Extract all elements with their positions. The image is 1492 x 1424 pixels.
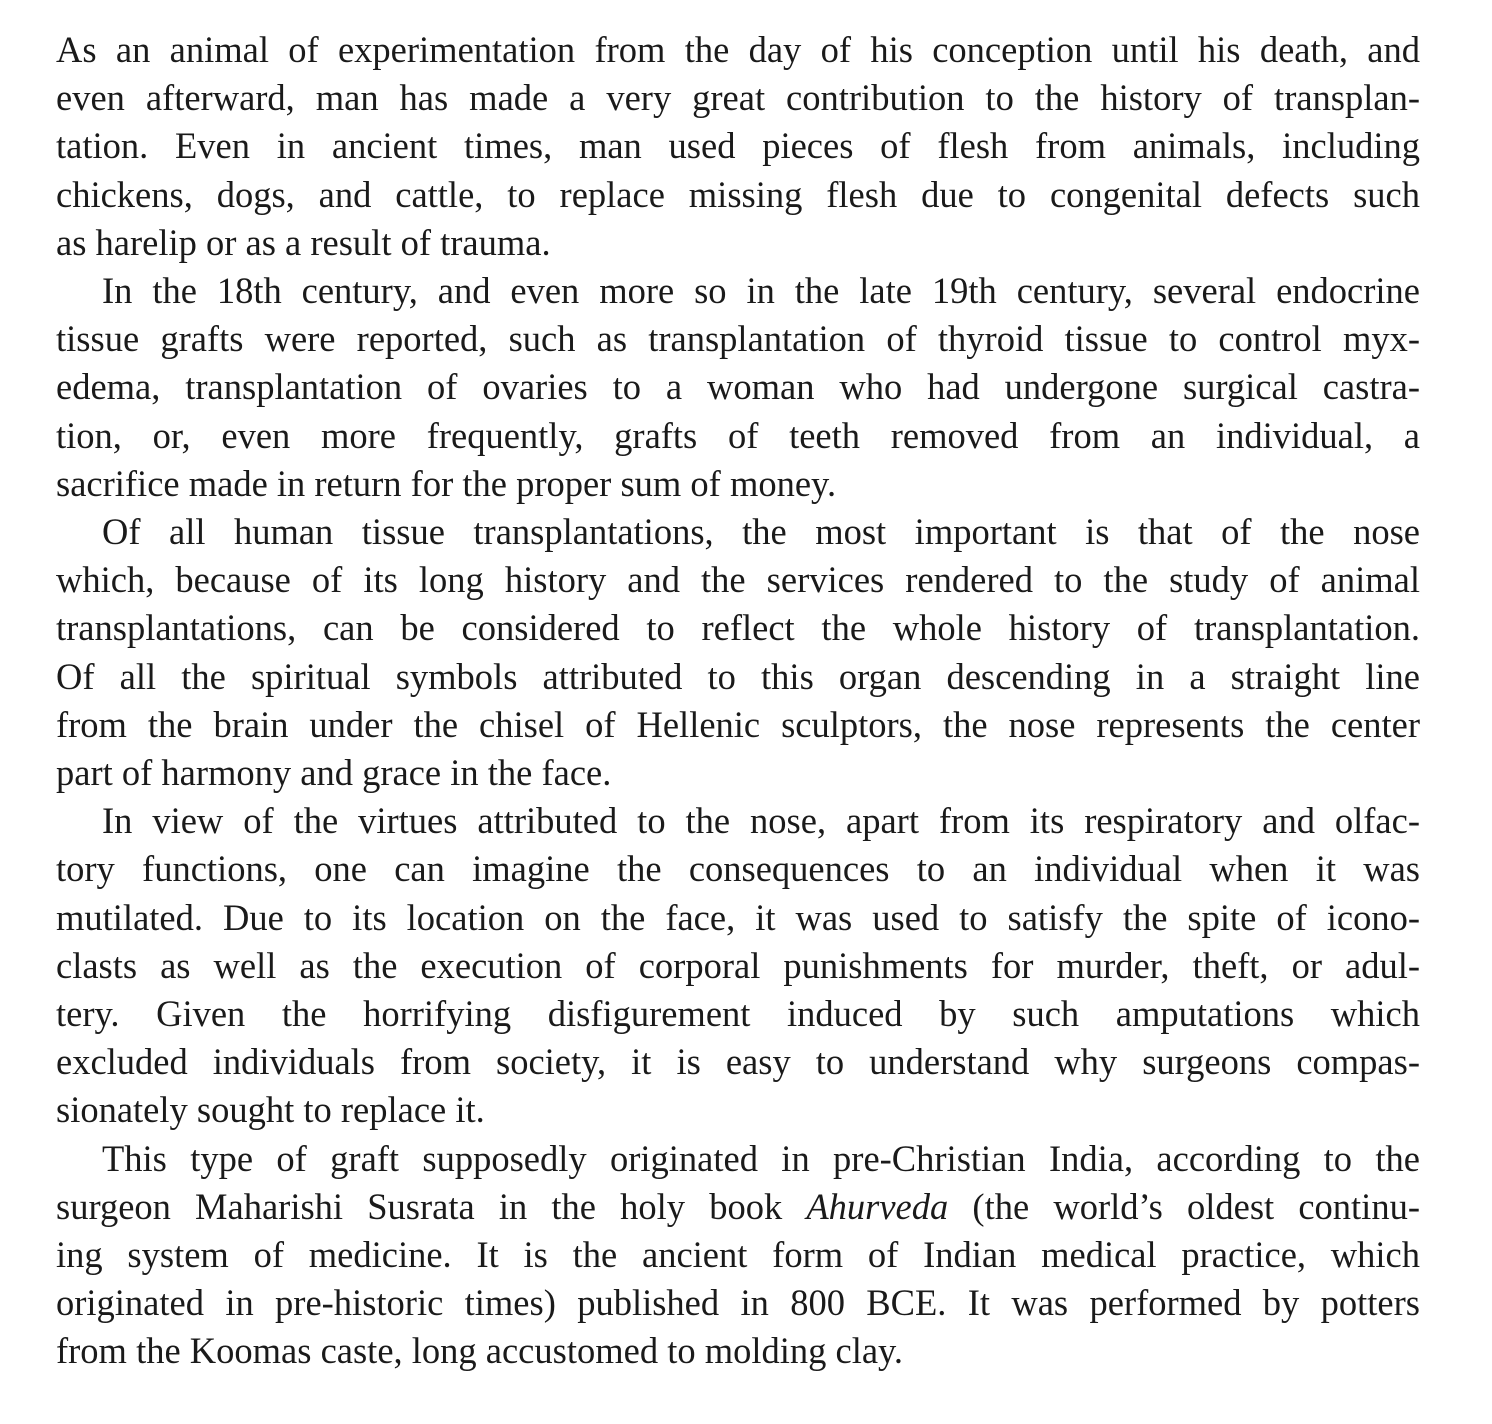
- text-line: In the 18th century, and even more so in the late 19th century, several endocrine: [102, 270, 1420, 312]
- text-line: As an animal of experimentation from the day of his conception until his death, and: [56, 29, 1420, 70]
- text-line: part of harmony and grace in the face.: [56, 752, 612, 794]
- text-run: (the world’s oldest continu-: [948, 1185, 1420, 1227]
- text-line: excluded individuals from society, it is easy to understand why surgeons compas-: [56, 1041, 1420, 1083]
- paragraph-4: [56, 797, 1420, 1134]
- paragraph-5: [56, 1135, 1420, 1376]
- text-line: sacrifice made in return for the proper sum of money.: [56, 462, 837, 504]
- text-run: surgeon Maharishi Susrata in the holy book: [56, 1185, 807, 1227]
- text-line: In view of the virtues attributed to the nose, apart from its respiratory and olfac-: [102, 800, 1420, 842]
- text-line: edema, transplantation of ovaries to a woman who had undergone surgical castra-: [56, 366, 1420, 408]
- paragraph-1: [56, 26, 1420, 267]
- text-line: originated in pre-historic times) published in 800 BCE. It was performed by potters: [56, 1282, 1420, 1324]
- paragraph-3: [56, 508, 1420, 797]
- paragraph-2: [56, 267, 1420, 508]
- text-line: Of all human tissue transplantations, the most important is that of the nose: [102, 511, 1420, 553]
- text-line: ing system of medicine. It is the ancient form of Indian medical practice, which: [56, 1234, 1420, 1276]
- text-line: chickens, dogs, and cattle, to replace missing flesh due to congenital defects such: [56, 173, 1420, 215]
- text-line: tion, or, even more frequently, grafts of teeth removed from an individual, a: [56, 414, 1420, 456]
- document-body: [56, 26, 1420, 1376]
- text-line: mutilated. Due to its location on the face, it was used to satisfy the spite of icono-: [56, 896, 1420, 938]
- text-line: transplantations, can be considered to reflect the whole history of transplantation.: [56, 607, 1420, 649]
- text-line: even afterward, man has made a very great contribution to the history of transplan-: [56, 77, 1420, 119]
- text-line: This type of graft supposedly originated in pre-Christian India, according to the: [102, 1137, 1420, 1179]
- text-line: [56, 1183, 1420, 1231]
- text-line: tissue grafts were reported, such as transplantation of thyroid tissue to control myx-: [56, 318, 1420, 360]
- book-title: Ahurveda: [806, 1185, 949, 1227]
- text-line: from the brain under the chisel of Hellenic sculptors, the nose represents the center: [56, 703, 1420, 745]
- text-line: tery. Given the horrifying disfigurement induced by such amputations which: [56, 993, 1420, 1035]
- text-line: tory functions, one can imagine the consequences to an individual when it was: [56, 848, 1420, 890]
- text-line: sionately sought to replace it.: [56, 1089, 485, 1131]
- text-line: Of all the spiritual symbols attributed to this organ descending in a straight line: [56, 655, 1420, 697]
- text-line: clasts as well as the execution of corporal punishments for murder, theft, or adul-: [56, 944, 1420, 986]
- text-line: which, because of its long history and the services rendered to the study of animal: [56, 559, 1420, 601]
- text-line: as harelip or as a result of trauma.: [56, 221, 551, 263]
- text-line: from the Koomas caste, long accustomed to molding clay.: [56, 1330, 904, 1372]
- text-line: tation. Even in ancient times, man used pieces of flesh from animals, including: [56, 125, 1420, 167]
